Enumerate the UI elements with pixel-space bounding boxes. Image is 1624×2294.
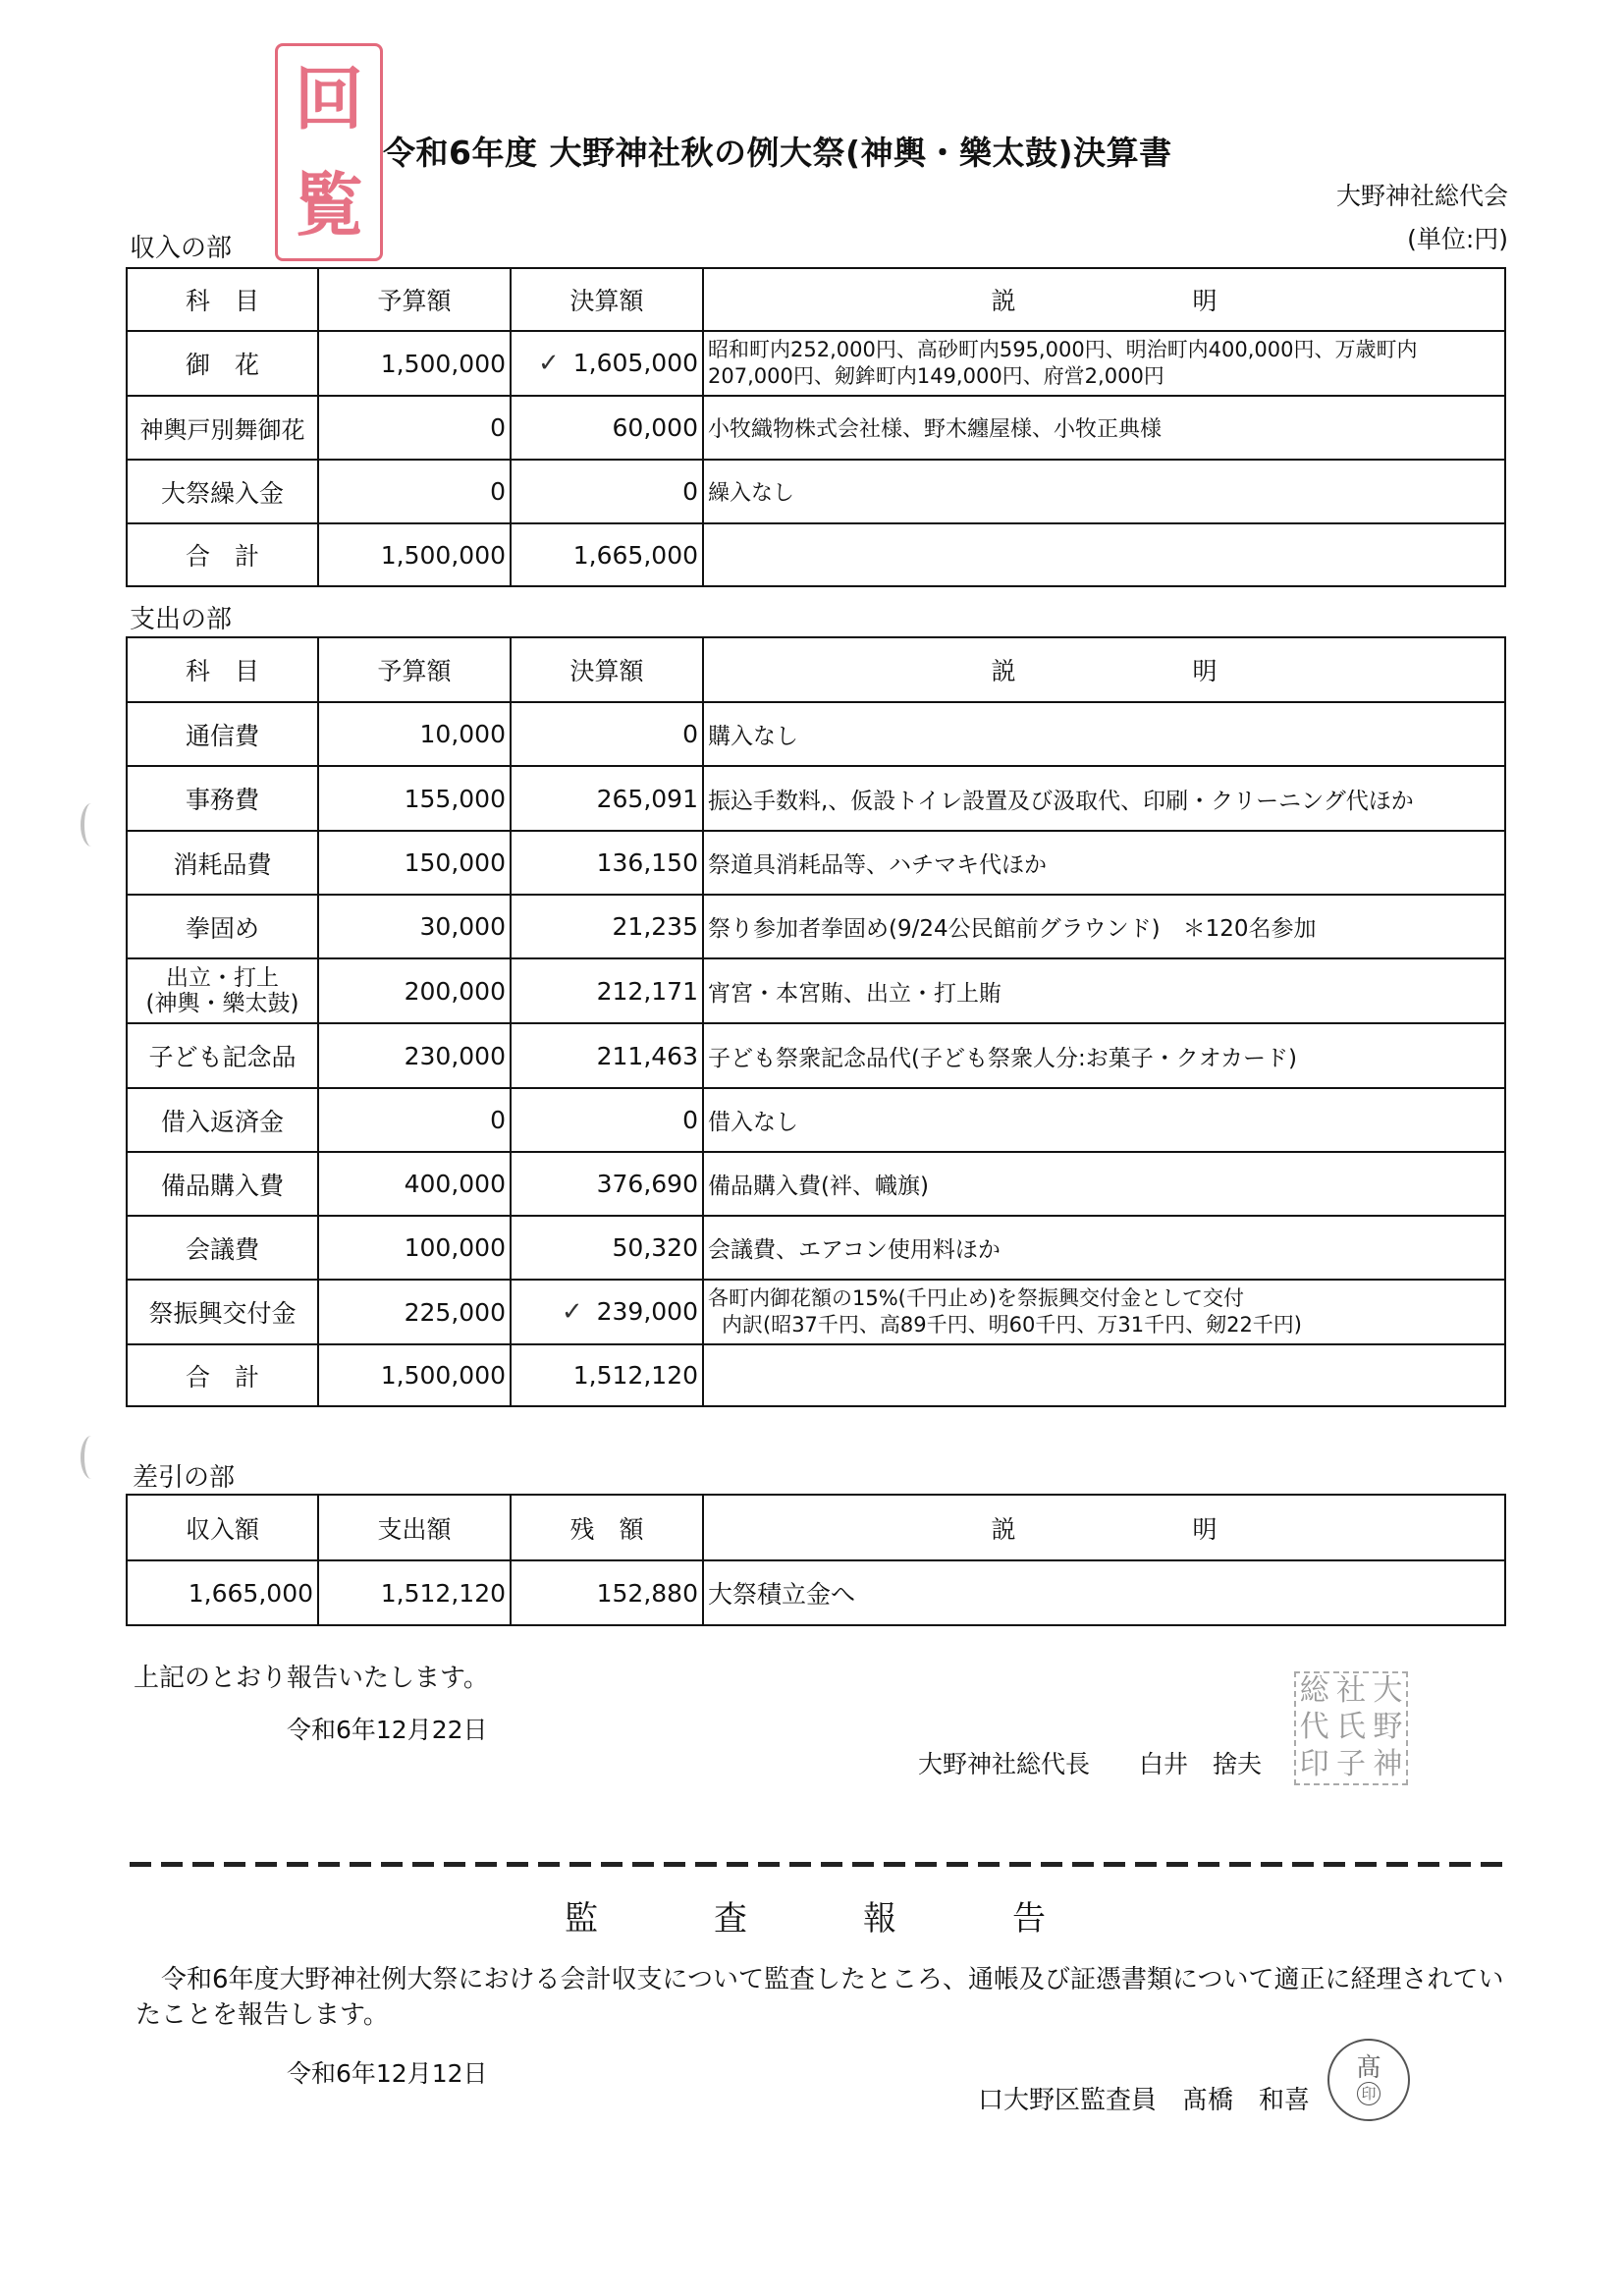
audit-title-char: 監 xyxy=(565,1899,598,1939)
seal-char: 大 xyxy=(1373,1673,1403,1708)
seal-char: 社 xyxy=(1335,1673,1366,1708)
actual-value: 239,000 xyxy=(596,1297,698,1326)
table-header-row xyxy=(127,637,1505,702)
unit-label: (単位:円) xyxy=(1407,225,1508,253)
expense-section-label: 支出の部 xyxy=(130,605,233,634)
row-actual: 0 xyxy=(511,702,703,766)
audit-title-char: 告 xyxy=(1012,1899,1046,1939)
expense-amount: 1,512,120 xyxy=(318,1560,511,1625)
stamp-char: 回 xyxy=(295,58,363,139)
table-row xyxy=(127,1088,1505,1152)
seal-char: 総 xyxy=(1299,1673,1329,1708)
seal-char: 神 xyxy=(1373,1746,1403,1781)
row-actual: 60,000 xyxy=(511,396,703,460)
table-row xyxy=(127,958,1505,1023)
row-actual: 50,320 xyxy=(511,1216,703,1280)
balance-table xyxy=(126,1494,1506,1626)
row-item: 拳固め xyxy=(127,895,318,958)
table-row xyxy=(127,1152,1505,1216)
table-row xyxy=(127,1280,1505,1344)
col-budget: 予算額 xyxy=(318,268,511,331)
circulation-stamp xyxy=(275,43,383,261)
row-budget: 225,000 xyxy=(318,1280,511,1344)
row-budget: 100,000 xyxy=(318,1216,511,1280)
audit-date: 令和6年12月12日 xyxy=(287,2059,488,2088)
row-item: 神輿戸別舞御花 xyxy=(127,396,318,460)
row-item: 備品購入費 xyxy=(127,1152,318,1216)
row-actual: 211,463 xyxy=(511,1023,703,1088)
row-item: 消耗品費 xyxy=(127,831,318,895)
total-label: 合 計 xyxy=(127,1344,318,1406)
row-budget: 155,000 xyxy=(318,766,511,831)
row-actual xyxy=(511,331,703,396)
col-desc-char: 明 xyxy=(1192,1514,1218,1544)
row-actual: 0 xyxy=(511,460,703,523)
row-budget: 230,000 xyxy=(318,1023,511,1088)
desc-line: 内訳(昭37千円、高89千円、明60千円、万31千円、剱22千円) xyxy=(722,1313,1302,1337)
row-description: 購入なし xyxy=(703,702,1505,766)
col-item: 科 目 xyxy=(127,268,318,331)
col-actual: 決算額 xyxy=(511,637,703,702)
row-description: 借入なし xyxy=(703,1088,1505,1152)
total-budget: 1,500,000 xyxy=(318,523,511,586)
row-budget: 0 xyxy=(318,396,511,460)
report-date: 令和6年12月22日 xyxy=(287,1716,488,1744)
seal-char: 印 xyxy=(1299,1746,1329,1781)
stamp-char: 覧 xyxy=(295,164,363,246)
col-desc-char: 明 xyxy=(1192,657,1218,685)
income-amount: 1,665,000 xyxy=(127,1560,318,1625)
auditor-seal xyxy=(1327,2039,1410,2121)
seal-mark: 印 xyxy=(1357,2082,1380,2105)
income-table xyxy=(126,267,1506,587)
row-description: 繰入なし xyxy=(703,460,1505,523)
row-actual: 136,150 xyxy=(511,831,703,895)
row-actual: 376,690 xyxy=(511,1152,703,1216)
row-item: 祭振興交付金 xyxy=(127,1280,318,1344)
row-item: 借入返済金 xyxy=(127,1088,318,1152)
total-description xyxy=(703,523,1505,586)
col-item: 科 目 xyxy=(127,637,318,702)
row-actual xyxy=(511,1280,703,1344)
row-budget: 30,000 xyxy=(318,895,511,958)
income-section-label: 収入の部 xyxy=(130,234,233,263)
table-header-row xyxy=(127,268,1505,331)
table-header-row xyxy=(127,1495,1505,1560)
punch-hole-mark xyxy=(81,1436,102,1479)
document-title: 令和6年度 大野神社秋の例大祭(神輿・樂太鼓)決算書 xyxy=(383,134,1172,172)
col-description xyxy=(703,637,1505,702)
row-budget: 0 xyxy=(318,1088,511,1152)
seal-char: 髙 xyxy=(1355,2053,1381,2083)
row-description: 大祭積立金へ xyxy=(703,1560,1505,1625)
row-item xyxy=(127,958,318,1023)
audit-title-char: 報 xyxy=(863,1899,896,1939)
punch-hole-mark xyxy=(81,803,102,847)
col-actual: 決算額 xyxy=(511,268,703,331)
seal-char: 代 xyxy=(1299,1710,1329,1745)
table-row xyxy=(127,1216,1505,1280)
total-row xyxy=(127,523,1505,586)
col-description xyxy=(703,268,1505,331)
col-budget: 予算額 xyxy=(318,637,511,702)
seal-char: 子 xyxy=(1335,1746,1366,1781)
table-row xyxy=(127,1023,1505,1088)
row-description: 会議費、エアコン使用料ほか xyxy=(703,1216,1505,1280)
table-row xyxy=(127,831,1505,895)
representative-seal xyxy=(1294,1671,1408,1785)
organization-name: 大野神社総代会 xyxy=(1335,182,1508,210)
table-row xyxy=(127,331,1505,396)
report-signer: 大野神社総代長 白井 捨夫 xyxy=(918,1750,1263,1778)
desc-line: 各町内御花額の15%(千円止め)を祭振興交付金として交付 xyxy=(708,1286,1245,1310)
row-description: 備品購入費(袢、幟旗) xyxy=(703,1152,1505,1216)
col-description xyxy=(703,1495,1505,1560)
col-desc-char: 説 xyxy=(991,287,1016,315)
expense-table xyxy=(126,636,1506,1407)
row-description: 祭り参加者拳固め(9/24公民館前グラウンド) ＊120名参加 xyxy=(703,895,1505,958)
col-expense: 支出額 xyxy=(318,1495,511,1560)
col-remaining: 残 額 xyxy=(511,1495,703,1560)
col-desc-char: 説 xyxy=(991,1514,1016,1544)
row-item: 通信費 xyxy=(127,702,318,766)
col-desc-char: 説 xyxy=(991,657,1016,685)
row-budget: 1,500,000 xyxy=(318,331,511,396)
row-actual: 0 xyxy=(511,1088,703,1152)
row-actual: 21,235 xyxy=(511,895,703,958)
audit-paragraph xyxy=(135,1962,1510,2033)
row-budget: 200,000 xyxy=(318,958,511,1023)
table-row xyxy=(127,702,1505,766)
row-item: 会議費 xyxy=(127,1216,318,1280)
row-budget: 150,000 xyxy=(318,831,511,895)
seal-char: 氏 xyxy=(1335,1710,1366,1745)
row-budget: 0 xyxy=(318,460,511,523)
remaining-amount: 152,880 xyxy=(511,1560,703,1625)
row-description: 昭和町内252,000円、高砂町内595,000円、明治町内400,000円、万歳町内207,000円、剱鉾町内149,000円、府営2,000円 xyxy=(703,331,1505,396)
col-desc-char: 明 xyxy=(1192,287,1218,315)
total-actual: 1,512,120 xyxy=(511,1344,703,1406)
seal-char: 野 xyxy=(1373,1710,1403,1745)
balance-section-label: 差引の部 xyxy=(133,1463,236,1493)
auditor-name: 口大野区監査員 髙橋 和喜 xyxy=(978,2086,1311,2115)
audit-title-char: 査 xyxy=(714,1899,747,1939)
row-description: 小牧織物株式会社様、野木纏屋様、小牧正典様 xyxy=(703,396,1505,460)
table-row xyxy=(127,895,1505,958)
audit-title xyxy=(565,1891,1046,1939)
row-item: 子ども記念品 xyxy=(127,1023,318,1088)
check-mark-icon: ✓ xyxy=(561,1297,583,1327)
total-budget: 1,500,000 xyxy=(318,1344,511,1406)
table-row xyxy=(127,766,1505,831)
row-actual: 212,171 xyxy=(511,958,703,1023)
report-statement: 上記のとおり報告いたします。 xyxy=(134,1664,489,1693)
row-item: 事務費 xyxy=(127,766,318,831)
row-description: 宵宮・本宮賄、出立・打上賄 xyxy=(703,958,1505,1023)
total-label: 合 計 xyxy=(127,523,318,586)
col-income: 収入額 xyxy=(127,1495,318,1560)
row-description: 子ども祭衆記念品代(子ども祭衆人分:お菓子・クオカード) xyxy=(703,1023,1505,1088)
row-item: 御 花 xyxy=(127,331,318,396)
check-mark-icon: ✓ xyxy=(537,349,560,378)
row-actual: 265,091 xyxy=(511,766,703,831)
total-actual: 1,665,000 xyxy=(511,523,703,586)
row-description: 祭道具消耗品等、ハチマキ代ほか xyxy=(703,831,1505,895)
actual-value: 1,605,000 xyxy=(572,349,698,377)
row-budget: 10,000 xyxy=(318,702,511,766)
total-row xyxy=(127,1344,1505,1406)
table-row xyxy=(127,1560,1505,1625)
row-description xyxy=(703,1280,1505,1344)
table-row xyxy=(127,396,1505,460)
row-item-main: 出立・打上 xyxy=(166,965,279,991)
audit-paragraph-text: 令和6年度大野神社例大祭における会計収支について監査したところ、通帳及び証憑書類について適正に経理されていたことを報告します。 xyxy=(135,1965,1504,2030)
row-item-sub: (神輿・樂太鼓) xyxy=(145,991,299,1016)
row-item: 大祭繰入金 xyxy=(127,460,318,523)
row-budget: 400,000 xyxy=(318,1152,511,1216)
total-description xyxy=(703,1344,1505,1406)
section-divider xyxy=(130,1862,1506,1867)
row-description: 振込手数料,、仮設トイレ設置及び汲取代、印刷・クリーニング代ほか xyxy=(703,766,1505,831)
table-row xyxy=(127,460,1505,523)
